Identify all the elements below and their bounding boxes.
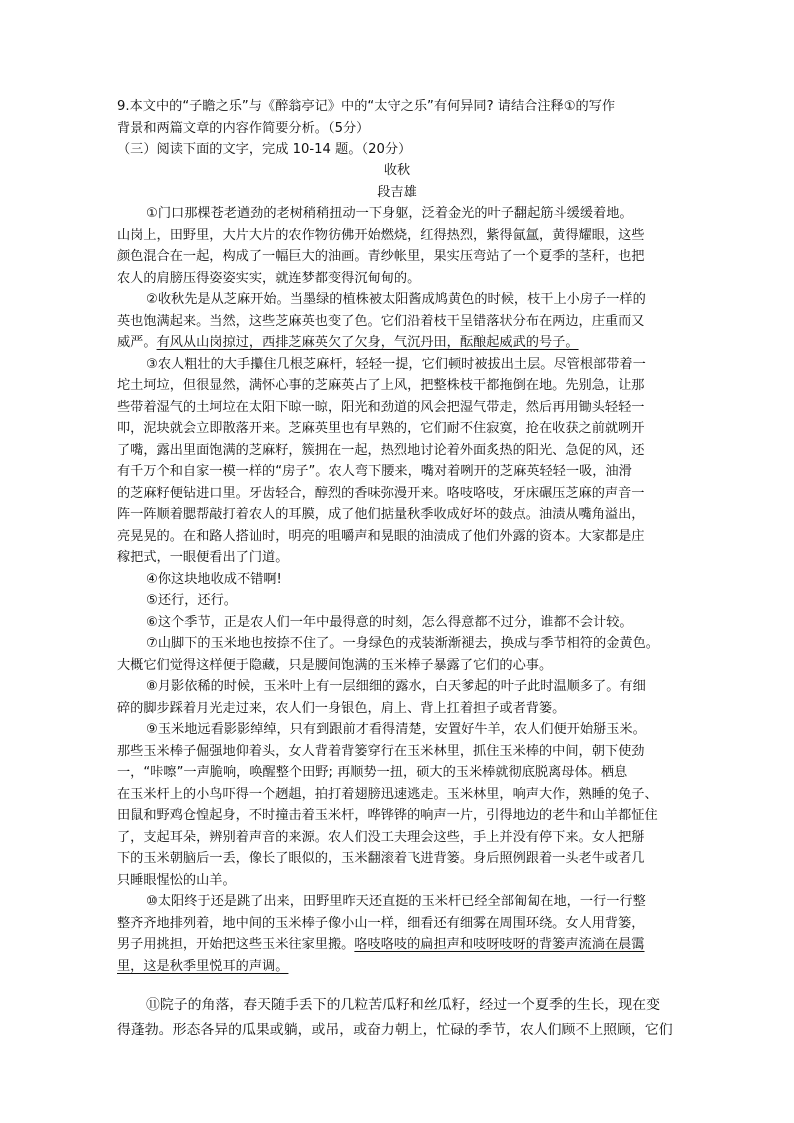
paragraph-9-line: 一，“咔嚓”一声脆响，唤醒整个田野; 再顺势一扭，硕大的玉米棒就彻底脱离母体。栖息 (117, 765, 628, 780)
paragraph-3-line: 稼把式，一眼便看出了门道。 (117, 550, 289, 565)
paragraph-11-line: 得蓬勃。形态各异的瓜果或躺，或吊，或奋力朝上，忙碌的季节，农人们顾不上照顾，它们 (117, 1022, 673, 1038)
paragraph-1-line: 颜色混合在一起，构成了一幅巨大的油画。青纱帐里，果实压弯站了一个夏季的茎秆，也把 (117, 249, 645, 264)
paragraph-5-line: ⑤还行，还行。 (146, 593, 237, 608)
article-title: 收秋 (383, 163, 411, 178)
paragraph-9-line: 田鼠和野鸡仓惶起身，不时撞击着玉米杆，哗铧铧的响声一片，引得地边的老牛和山羊都怔住 (117, 808, 658, 823)
paragraph-10-line: ⑩太阳终于还是跳了出来，田野里昨天还直挺的玉米杆已经全部匍匐在地，一行一行整 (146, 894, 646, 909)
paragraph-3-line: 阵一阵顺着腮帮敲打着农人的耳膜，成了他们掂量秋季收成好坏的鼓点。油渍从嘴角溢出， (117, 507, 645, 522)
paragraph-9-line: 只睡眼惺忪的山羊。 (117, 873, 236, 888)
paragraph-7-line: ⑦山脚下的玉米地也按捺不住了。一身绿色的戎装渐渐褪去，换成与季节相符的金黄色。 (146, 636, 659, 651)
paragraph-7-line: 大概它们觉得这样便于隐藏，只是腰间饱满的玉米棒子暴露了它们的心事。 (117, 658, 553, 673)
paragraph-2-line (117, 332, 682, 354)
paragraph-11-line: ⑪院子的角落，春天随手丢下的几粒苦瓜籽和丝瓜籽，经过一个夏季的生长，现在变 (146, 997, 660, 1013)
paragraph-9-line: 了，支起耳朵，辨别着声音的来源。农人们没工夫理会这些，手上并没有停下来。女人把掰 (117, 830, 645, 845)
paragraph-3-line: 坨土坷垃，但很显然，满怀心事的芝麻英占了上风，把整株枝干都拖倒在地。先别急，让那 (117, 378, 645, 393)
paragraph-8-line: 碎的脚步踩着月光走过来，农人们一身银色，肩上、背上扛着担子或者背篓。 (117, 701, 566, 716)
paragraph-2-line: ②收秋先是从芝麻开始。当墨绿的植株被太阳酱成鸠黄色的时候，枝干上小房子一样的 (146, 292, 646, 307)
underlined-sentence: 有风从山岗掠过，西排芝麻英欠了欠身，气沉丹田，酝酿起威武的号子。 (156, 335, 579, 350)
paragraph-6-line: ⑥这个季节，正是农人们一年中最得意的时刻，怎么得意都不过分，谁都不会计较。 (146, 615, 633, 630)
paragraph-10-line (117, 934, 682, 956)
paragraph-3-line: 些带着湿气的土坷垃在太阳下晾一晾，阳光和劲道的风会把湿气带走，然后再用锄头轻轻一 (117, 400, 645, 415)
paragraph-10-line: 整齐齐地排列着，地中间的玉米棒子像小山一样，细看还有细雾在周围环绕。女人用背篓， (117, 916, 645, 931)
paragraph-8-line: ⑧月影依稀的时候，玉米叶上有一层细细的露水，白天爹起的叶子此时温顺多了。有细 (146, 679, 646, 694)
text-span: 威严。 (117, 335, 157, 350)
paragraph-3-line: 亮晃晃的。在和路人搭讪时，明亮的咀嚼声和晃眼的油渍成了他们外露的资本。大家都是庄 (117, 529, 645, 544)
paragraph-2-line: 英也饱满起来。当然，这些芝麻英也变了色。它们沿着枝干呈错落状分布在两边，庄重而又 (117, 314, 645, 329)
paragraph-9-line: 下的玉米朝脑后一丢，像长了眼似的，玉米翻滚着飞进背篓。身后照例跟着一头老牛或者几 (117, 851, 645, 866)
paragraph-9-line: ⑨玉米地远看影影绰绰，只有到跟前才看得清楚，安置好牛羊，农人们便开始掰玉米。 (146, 722, 646, 737)
question-9-line-2: 背景和两篇文章的内容作简要分析。（5分） (117, 121, 370, 136)
question-9-line-1: 9.本文中的“子瞻之乐”与《醉翁亭记》中的“太守之乐”有何异同? 请结合注释①的写作 (117, 99, 616, 114)
paragraph-3-line: 的芝麻籽便钻进口里。牙齿轻合，醇烈的香味弥漫开来。咯吱咯吱，牙床碾压芝麻的声音一 (117, 486, 645, 501)
underlined-sentence: 咯吱咯吱的扁担声和吱呀吱呀的背篓声流淌在晨霭 (354, 937, 645, 952)
underlined-sentence: 里，这是秋季里悦耳的声调。 (117, 959, 289, 974)
paragraph-3-line: ③农人粗壮的大手攥住几根芝麻杆，轻轻一提，它们顿时被拔出土层。尽管根部带着一 (146, 357, 646, 372)
paragraph-4-line: ④你这块地收成不错啊! (146, 572, 282, 587)
paragraph-1-line: 山岗上，田野里，大片大片的农作物彷佛开始燃烧，红得热烈，紫得氤氲，黄得耀眼，这些 (117, 228, 645, 243)
paragraph-3-line: 有千万个和自家一模一样的“房子”。农人弯下腰来，嘴对着咧开的芝麻英轻轻一吸，油滑 (117, 464, 632, 479)
article-author: 段吉雄 (377, 185, 417, 200)
paragraph-9-line: 那些玉米棒子倔强地仰着头，女人背着背篓穿行在玉米林里，抓住玉米棒的中间，朝下使劲 (117, 744, 645, 759)
paragraph-1-line: ①门口那棵苍老遒劲的老树稍稍扭动一下身躯，泛着金光的叶子翻起筋斗缓缓着地。 (146, 206, 633, 221)
paragraph-3-line: 了嘴，露出里面饱满的芝麻籽，簇拥在一起，热烈地讨论着外面炙热的阳光、急促的风，还 (117, 443, 645, 458)
text-span: 男子用挑担，开始把这些玉米往家里搬。 (117, 937, 355, 952)
paragraph-1-line: 农人的肩膀压得姿姿实实，就连梦都变得沉甸甸的。 (117, 271, 421, 286)
paragraph-10-line (117, 956, 682, 978)
section-3-heading: （三）阅读下面的文字，完成 10-14 题。（20分） (117, 142, 412, 157)
paragraph-9-line: 在玉米杆上的小鸟吓得一个趔趄，拍打着翅膀迅速逃走。玉米林里，响声大作，熟睡的兔子、 (117, 787, 658, 802)
paragraph-3-line: 叩，泥块就会立即散落开来。芝麻英里也有早熟的，它们耐不住寂寞，抢在收获之前就咧开 (117, 421, 645, 436)
